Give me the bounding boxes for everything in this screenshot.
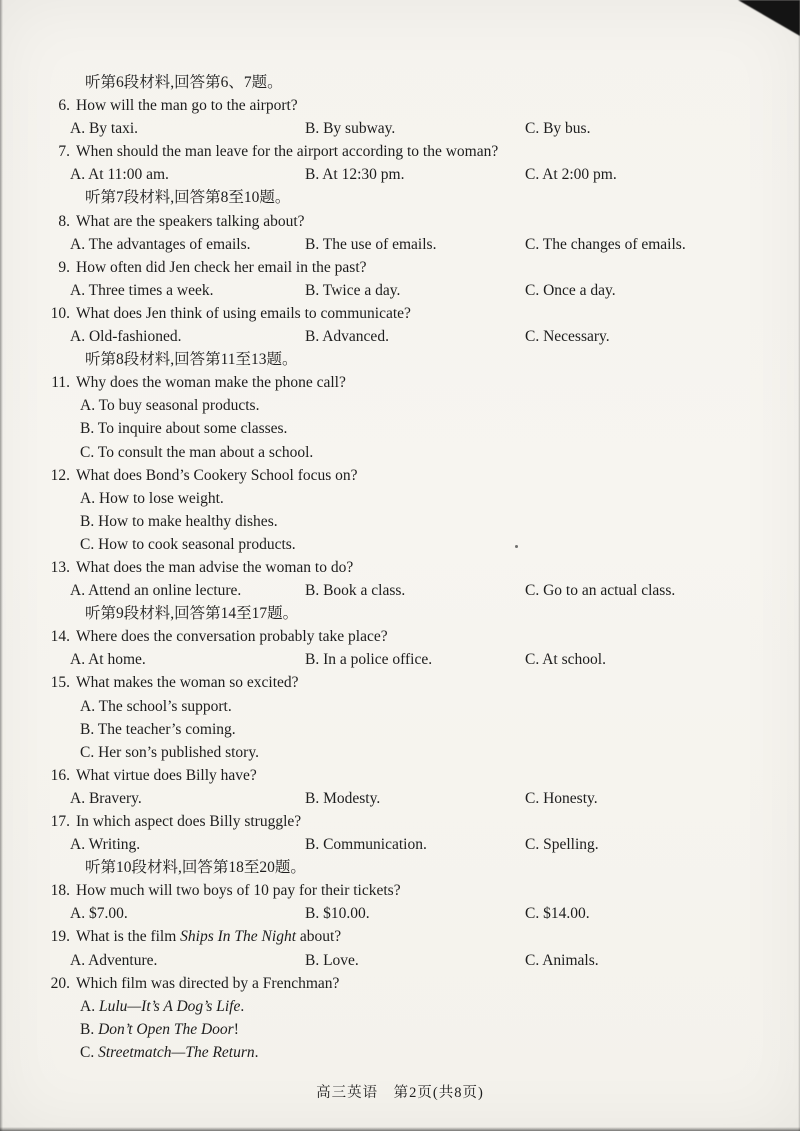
- options-row: [48, 279, 782, 302]
- options-row: [48, 902, 782, 925]
- film-title-italic: Ships In The Night: [180, 928, 296, 946]
- section-instruction: [48, 348, 782, 371]
- question-number: 10.: [50, 304, 70, 322]
- text-segment: A. Bravery.: [70, 789, 142, 807]
- option-a: [70, 579, 241, 602]
- page-footer: 高三英语 第2页(共8页): [316, 1085, 484, 1101]
- text-segment: about?: [296, 928, 342, 946]
- option-b: [305, 233, 436, 256]
- option-a: [70, 279, 213, 302]
- option-c: [525, 325, 610, 348]
- text-segment: B. At 12:30 pm.: [305, 166, 405, 184]
- question: [48, 556, 782, 579]
- question-number: 12.: [50, 466, 70, 484]
- text-segment: Where does the conversation probably take place?: [76, 628, 388, 646]
- question-number: 8.: [58, 212, 70, 230]
- option-c: [525, 648, 606, 671]
- text-segment: A. How to lose weight.: [80, 489, 224, 507]
- option-stacked: [48, 741, 782, 764]
- text-segment: A. At home.: [70, 651, 146, 669]
- option-a: [70, 902, 128, 925]
- question: [48, 810, 782, 833]
- text-segment: In which aspect does Billy struggle?: [76, 813, 302, 830]
- options-row: [48, 648, 782, 671]
- text-segment: What are the speakers talking about?: [76, 212, 305, 230]
- question: [48, 671, 782, 694]
- text-segment: A. Writing.: [70, 836, 141, 854]
- film-title-italic: Don’t Open The Door: [98, 1020, 234, 1038]
- text-segment: 听第10段材料,回答第18至20题。: [85, 859, 306, 877]
- text-segment: B. $10.00.: [305, 905, 370, 923]
- text-segment: C. Honesty.: [525, 789, 598, 807]
- option-b: [305, 902, 370, 925]
- text-segment: How will the man go to the airport?: [76, 97, 298, 115]
- scan-corner-fold-artifact: [738, 0, 800, 36]
- text-segment: C. At school.: [525, 651, 606, 669]
- option-c: [525, 787, 598, 810]
- option-a: [70, 949, 157, 972]
- options-row: [48, 117, 782, 140]
- text-segment: A. The school’s support.: [80, 697, 232, 715]
- question-number: 11.: [51, 374, 70, 392]
- text-segment: What does Bond’s Cookery School focus on?: [76, 466, 358, 484]
- text-segment: B. The use of emails.: [305, 235, 437, 253]
- option-stacked: [48, 441, 782, 464]
- text-segment: 听第6段材料,回答第6、7题。: [85, 74, 283, 91]
- options-row: [48, 163, 782, 186]
- option-c: [525, 279, 616, 302]
- option-c: [525, 117, 590, 140]
- text-segment: What is the film: [76, 928, 181, 946]
- option-stacked: [48, 487, 782, 510]
- text-segment: C. Go to an actual class.: [525, 582, 676, 600]
- scan-edge-left-artifact: [0, 0, 3, 1131]
- option-a: [70, 833, 140, 856]
- option-a: [70, 163, 169, 186]
- text-segment: B.: [80, 1020, 99, 1038]
- section-instruction: [48, 856, 782, 879]
- question: [48, 256, 782, 279]
- text-segment: A. The advantages of emails.: [70, 235, 251, 253]
- option-stacked: [48, 695, 782, 718]
- text-segment: How often did Jen check her email in the past?: [76, 258, 367, 276]
- text-segment: A. Adventure.: [70, 951, 158, 969]
- option-stacked: [48, 718, 782, 741]
- option-c: [525, 233, 686, 256]
- text-segment: 听第7段材料,回答第8至10题。: [85, 189, 291, 207]
- question: [48, 94, 782, 117]
- question-number: 15.: [50, 674, 70, 692]
- text-segment: .: [254, 1043, 259, 1061]
- text-segment: 听第8段材料,回答第11至13题。: [85, 351, 298, 369]
- section-instruction: [48, 71, 782, 94]
- text-segment: A. At 11:00 am.: [70, 166, 169, 184]
- option-stacked: [48, 533, 782, 556]
- option-b: [305, 833, 427, 856]
- text-segment: C. Necessary.: [525, 328, 610, 346]
- question-number: 14.: [50, 628, 70, 646]
- option-c: [525, 163, 617, 186]
- options-row: [48, 233, 782, 256]
- option-b: [305, 579, 405, 602]
- question: [48, 879, 782, 902]
- text-segment: What does the man advise the woman to do?: [76, 558, 354, 576]
- exam-content: [48, 71, 782, 1064]
- text-segment: B. Modesty.: [305, 789, 381, 807]
- text-segment: A. $7.00.: [70, 905, 128, 923]
- option-stacked: [48, 510, 782, 533]
- option-b: [305, 787, 380, 810]
- text-segment: B. Advanced.: [305, 328, 389, 346]
- text-segment: B. Communication.: [305, 836, 427, 854]
- text-segment: C. The changes of emails.: [525, 235, 686, 253]
- option-c: [525, 902, 590, 925]
- text-segment: B. Twice a day.: [305, 281, 401, 299]
- question: [48, 302, 782, 325]
- question: [48, 972, 782, 995]
- option-a: [70, 233, 251, 256]
- question-number: 9.: [58, 258, 70, 276]
- question-number: 20.: [50, 974, 70, 992]
- text-segment: Why does the woman make the phone call?: [76, 374, 346, 392]
- option-a: [70, 117, 138, 140]
- scan-edge-bottom-artifact: [0, 1127, 800, 1131]
- text-segment: B. Love.: [305, 951, 359, 969]
- text-segment: B. How to make healthy dishes.: [80, 512, 278, 530]
- option-a: [70, 648, 146, 671]
- text-segment: A.: [80, 997, 99, 1015]
- option-b: [305, 325, 389, 348]
- option-a: [70, 325, 182, 348]
- text-segment: C. Once a day.: [525, 281, 616, 299]
- options-row: [48, 325, 782, 348]
- options-row: [48, 949, 782, 972]
- text-segment: B. To inquire about some classes.: [80, 420, 288, 438]
- text-segment: A. By taxi.: [70, 120, 139, 138]
- option-b: [305, 279, 400, 302]
- text-segment: C. By bus.: [525, 120, 591, 138]
- question-number: 6.: [58, 97, 70, 115]
- scan-speck-artifact: [515, 545, 518, 548]
- film-title-italic: Lulu—It’s A Dog’s Life: [98, 997, 241, 1015]
- question-number: 17.: [50, 813, 70, 830]
- section-instruction: [48, 186, 782, 209]
- text-segment: C. Spelling.: [525, 836, 599, 854]
- text-segment: A. Attend an online lecture.: [70, 582, 242, 600]
- text-segment: How much will two boys of 10 pay for their tickets?: [76, 882, 401, 900]
- text-segment: What does Jen think of using emails to communicate?: [76, 304, 411, 322]
- text-segment: Which film was directed by a Frenchman?: [76, 974, 340, 992]
- question: [48, 764, 782, 787]
- text-segment: !: [233, 1020, 239, 1038]
- option-b: [305, 163, 404, 186]
- question-number: 7.: [58, 143, 70, 161]
- text-segment: C.: [80, 1043, 99, 1061]
- options-row: [48, 579, 782, 602]
- text-segment: B. In a police office.: [305, 651, 433, 669]
- options-row: [48, 787, 782, 810]
- question-number: 13.: [50, 558, 70, 576]
- text-segment: .: [240, 997, 245, 1015]
- text-segment: C. $14.00.: [525, 905, 590, 923]
- text-segment: B. By subway.: [305, 120, 396, 138]
- text-segment: A. Three times a week.: [70, 281, 214, 299]
- question: [48, 140, 782, 163]
- question: [48, 210, 782, 233]
- question: [48, 925, 782, 948]
- option-c: [525, 949, 599, 972]
- text-segment: C. To consult the man about a school.: [80, 443, 314, 461]
- text-segment: When should the man leave for the airport according to the woman?: [76, 143, 499, 161]
- question: [48, 625, 782, 648]
- section-instruction: [48, 602, 782, 625]
- text-segment: C. Her son’s published story.: [80, 743, 259, 761]
- text-segment: What makes the woman so excited?: [76, 674, 299, 692]
- option-stacked: [48, 995, 782, 1018]
- text-segment: What virtue does Billy have?: [76, 766, 257, 784]
- text-segment: B. Book a class.: [305, 582, 406, 600]
- question-number: 19.: [50, 928, 70, 946]
- option-b: [305, 117, 395, 140]
- question-number: 18.: [50, 882, 70, 900]
- text-segment: A. Old-fashioned.: [70, 328, 182, 346]
- text-segment: C. Animals.: [525, 951, 599, 969]
- text-segment: C. At 2:00 pm.: [525, 166, 617, 184]
- question-number: 16.: [50, 766, 70, 784]
- question: [48, 464, 782, 487]
- option-b: [305, 648, 432, 671]
- option-stacked: [48, 417, 782, 440]
- option-stacked: [48, 1041, 782, 1064]
- option-stacked: [48, 394, 782, 417]
- option-c: [525, 579, 675, 602]
- text-segment: B. The teacher’s coming.: [80, 720, 236, 738]
- text-segment: 听第9段材料,回答第14至17题。: [85, 605, 299, 623]
- film-title-italic: Streetmatch—The Return: [98, 1043, 255, 1061]
- option-c: [525, 833, 599, 856]
- text-segment: A. To buy seasonal products.: [80, 397, 260, 415]
- question: [48, 371, 782, 394]
- options-row: [48, 833, 782, 856]
- text-segment: C. How to cook seasonal products.: [80, 535, 296, 553]
- option-a: [70, 787, 142, 810]
- option-b: [305, 949, 359, 972]
- option-stacked: [48, 1018, 782, 1041]
